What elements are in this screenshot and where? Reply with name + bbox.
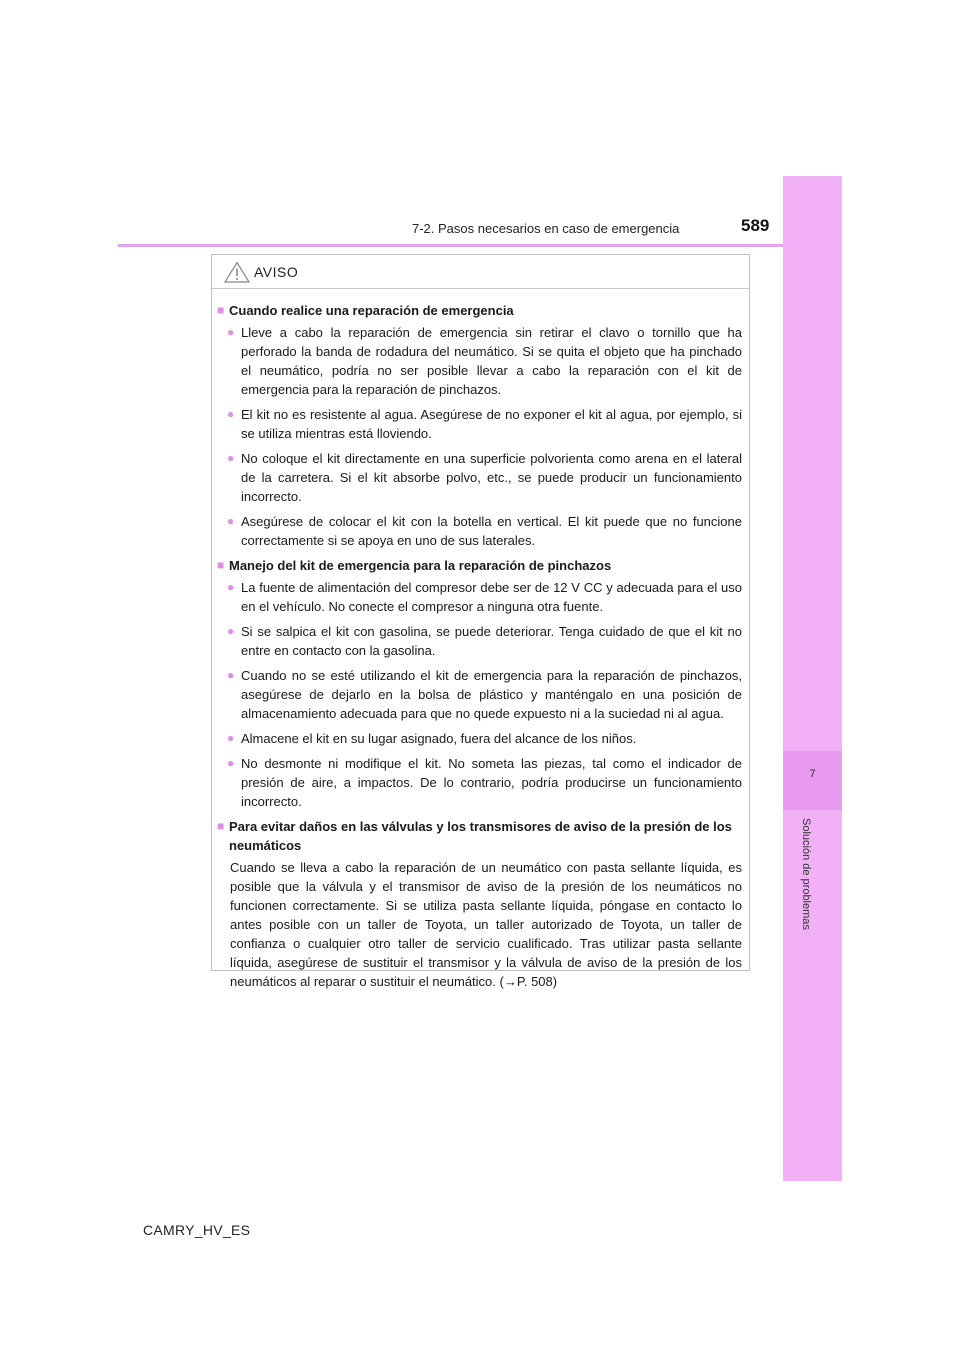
section-paragraph: Cuando se lleva a cabo la reparación de un neumático con pasta sellante líquida, es posible que la válvula y el transmisor de aviso de la presión de los neumáticos no funcionen correctamente. Si se utiliza pasta sellante líquida, póngase en contacto lo antes posible con un taller de Toyota, un taller autorizado de Toyota, un taller de confianza o cualquier otro taller de servicio cualificado. Tras utilizar pasta sellante líquida, asegúrese de sustituir el transmisor y la válvula de aviso de la presión de los neumáticos al reparar o sustituir el neumático. (→P. 508) [230,860,742,989]
circle-bullet-icon: ● [227,624,235,638]
circle-bullet-icon: ● [227,325,235,339]
circle-bullet-icon: ● [227,407,235,421]
chapter-name: Solución de problemas [800,818,812,930]
header-rule [118,244,783,247]
square-bullet-icon: ■ [217,303,225,317]
square-bullet-icon: ■ [217,819,225,833]
warning-header [212,255,749,289]
chapter-side-tab [783,176,842,1181]
list-item: ● Lleve a cabo la reparación de emergencia sin retirar el clavo o tornillo que ha perforado la banda de rodadura del neumático. Si se quita el objeto que ha pinchado el neumático, podría no ser posible llevar a cabo la reparación con el kit de emergencia para la reparación de pinchazos. [227,325,742,397]
circle-bullet-icon: ● [227,580,235,594]
list-item: ● Asegúrese de colocar el kit con la botella en vertical. El kit puede que no funcione correctamente si se apoya en uno de sus laterales. [227,514,742,548]
model-code: CAMRY_HV_ES [143,1222,251,1238]
list-item: ● Almacene el kit en su lugar asignado, fuera del alcance de los niños. [227,731,637,746]
circle-bullet-icon: ● [227,668,235,682]
list-item: ● Si se salpica el kit con gasolina, se puede deteriorar. Tenga cuidado de que el kit no entre en contacto con la gasolina. [227,624,742,658]
chapter-number: 7 [809,768,816,780]
page-number: 589 [741,216,770,235]
section-heading: ■ Cuando realice una reparación de emergencia [217,303,514,318]
list-item: ● No desmonte ni modifique el kit. No someta las piezas, tal como el indicador de presión de aire, a impactos. De lo contrario, podría producirse un funcionamiento incorrecto. [227,756,742,809]
section-heading: ■ Manejo del kit de emergencia para la reparación de pinchazos [217,558,612,573]
circle-bullet-icon: ● [227,514,235,528]
list-item: ● No coloque el kit directamente en una superficie polvorienta como arena en el lateral de la carretera. Si el kit absorbe polvo, etc., se puede producir un funcionamiento incorrecto. [227,451,742,504]
section-heading: ■ Para evitar daños en las válvulas y los transmisores de aviso de la presión de los neumáticos [217,819,732,853]
circle-bullet-icon: ● [227,756,235,770]
circle-bullet-icon: ● [227,451,235,465]
chapter-number-tab [783,751,842,810]
warning-triangle-icon [224,261,250,283]
list-item: ● La fuente de alimentación del compresor debe ser de 12 V CC y adecuada para el uso en el vehículo. No conecte el compresor a ninguna otra fuente. [227,580,742,614]
list-item: ● El kit no es resistente al agua. Asegúrese de no exponer el kit al agua, por ejemplo, si se utiliza mientras está lloviendo. [227,407,742,441]
warning-box [211,254,750,989]
circle-bullet-icon: ● [227,731,235,745]
warning-label: AVISO [254,263,299,280]
warning-content [212,289,749,991]
section-title: 7-2. Pasos necesarios en caso de emergencia [412,221,680,236]
list-item: ● Cuando no se esté utilizando el kit de emergencia para la reparación de pinchazos, asegúrese de dejarlo en la bolsa de plástico y manténgalo en una posición de almacenamiento adecuada para que no quede expuesto ni a la suciedad ni al agua. [227,668,742,721]
square-bullet-icon: ■ [217,558,225,572]
